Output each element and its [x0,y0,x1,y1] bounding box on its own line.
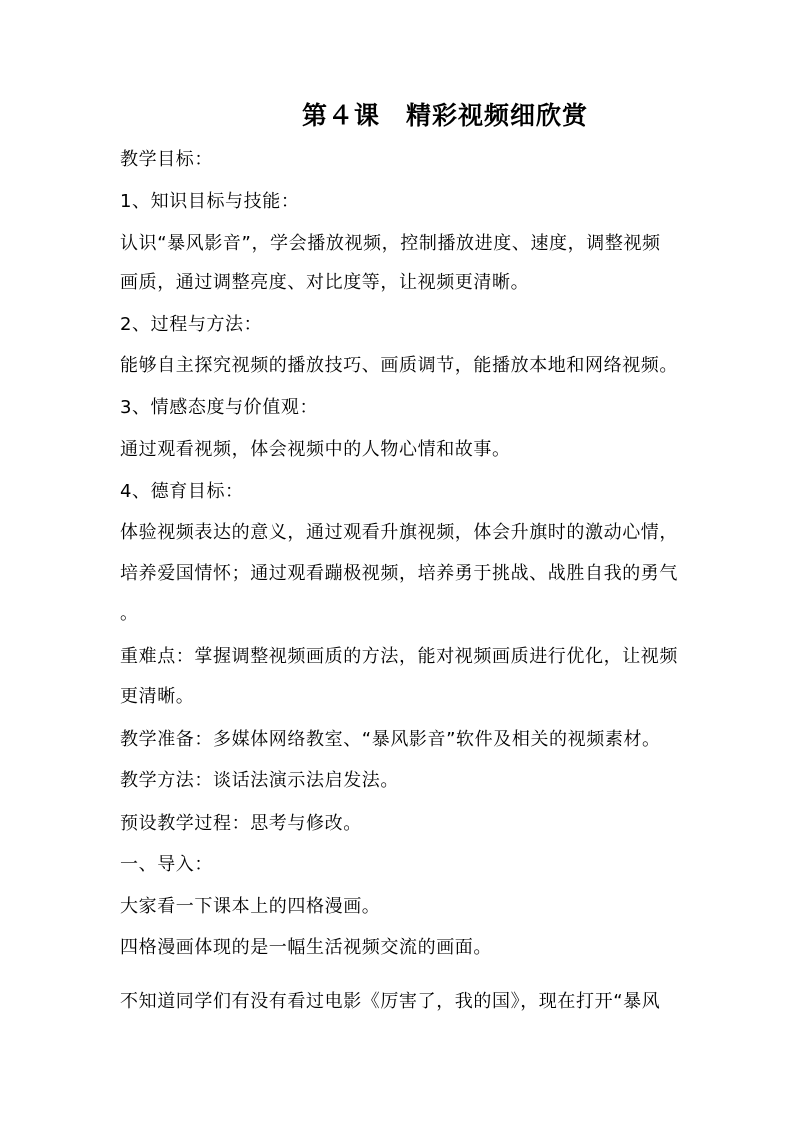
text-line: 预设教学过程：思考与修改。 [120,813,362,834]
text-line: 教学方法：谈话法演示法启发法。 [120,770,399,791]
text-line: 培养爱国情怀；通过观看蹦极视频，培养勇于挑战、战胜自我的勇气 [120,563,678,584]
text-line: 四格漫画体现的是一幅生活视频交流的画面。 [120,937,492,958]
page-title: 第４课 精彩视频细欣赏 [301,101,588,130]
text-line: 一、导入： [120,854,213,875]
text-line: 3、情感态度与价值观： [120,397,319,418]
text-line: 通过观看视频，体会视频中的人物心情和故事。 [120,439,511,460]
text-line: 认识“暴风影音”，学会播放视频，控制播放进度、速度，调整视频 [120,233,661,254]
text-line: 画质，通过调整亮度、对比度等，让视频更清晰。 [120,272,530,293]
text-line: 教学目标： [120,149,213,170]
text-line: 不知道同学们有没有看过电影《厉害了，我的国》，现在打开“暴风 [120,991,661,1012]
text-line: 教学准备：多媒体网络教室、“暴风影音”软件及相关的视频素材。 [120,729,661,750]
text-line: 体验视频表达的意义，通过观看升旗视频，体会升旗时的激动心情， [120,522,678,543]
text-line: 1、知识目标与技能： [120,191,300,212]
text-line: 能够自主探究视频的播放技巧、画质调节，能播放本地和网络视频。 [120,355,678,376]
text-line: 大家看一下课本上的四格漫画。 [120,896,381,917]
text-line: 。 [120,603,139,624]
text-line: 重难点：掌握调整视频画质的方法，能对视频画质进行优化，让视频 [120,646,678,667]
text-line: 更清晰。 [120,686,195,707]
text-line: 4、德育目标： [120,481,244,502]
text-line: 2、过程与方法： [120,314,263,335]
